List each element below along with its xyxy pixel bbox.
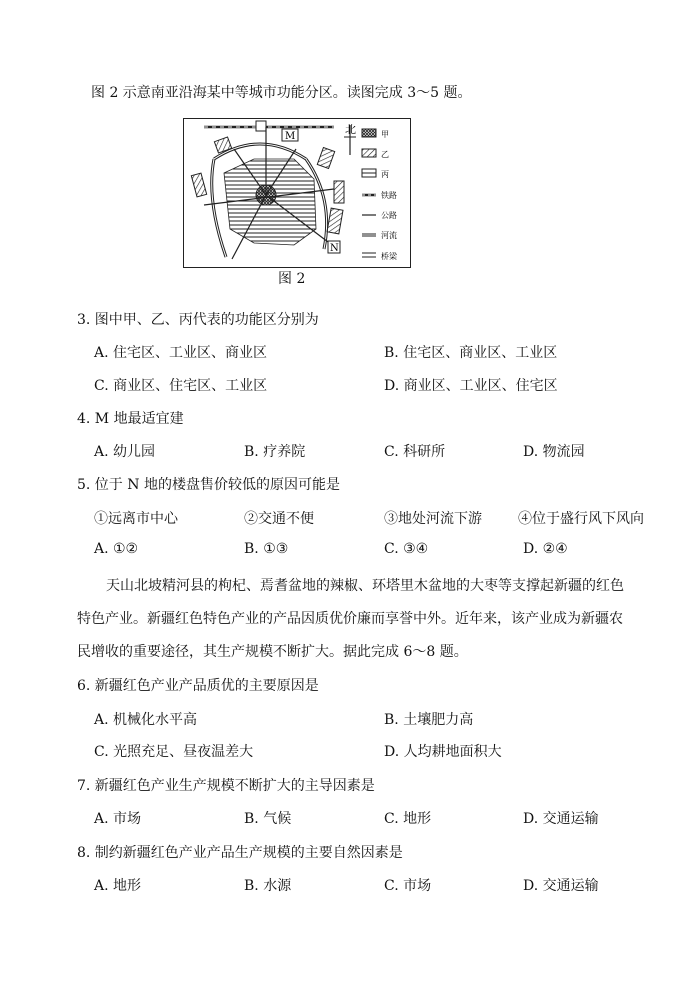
legend-bing: 丙 bbox=[381, 170, 389, 179]
q6-stem: 6. 新疆红色产业产品质优的主要原因是 bbox=[77, 678, 319, 694]
q6-option-a[interactable]: A. 机械化水平高 bbox=[94, 712, 198, 728]
q8-stem: 8. 制约新疆红色产业产品生产规模的主要自然因素是 bbox=[77, 845, 403, 861]
q5-statement-1: ①远离市中心 bbox=[94, 511, 178, 527]
passage-line-3: 民增收的重要途径，其生产规模不断扩大。据此完成 6～8 题。 bbox=[77, 644, 468, 660]
q4-option-c[interactable]: C. 科研所 bbox=[384, 444, 446, 460]
q4-option-d[interactable]: D. 物流园 bbox=[523, 444, 585, 460]
q6-option-b[interactable]: B. 土壤肥力高 bbox=[384, 712, 474, 728]
q7-option-c[interactable]: C. 地形 bbox=[384, 811, 432, 827]
q7-option-b[interactable]: B. 气候 bbox=[244, 811, 292, 827]
q5-option-a[interactable]: A. ①② bbox=[94, 541, 139, 557]
q7-option-d[interactable]: D. 交通运输 bbox=[523, 811, 599, 827]
legend-bridge: 桥梁 bbox=[381, 252, 397, 261]
q5-statement-4: ④位于盛行风下风向 bbox=[518, 511, 644, 527]
intro-text: 图 2 示意南亚沿海某中等城市功能分区。读图完成 3～5 题。 bbox=[91, 85, 472, 101]
passage-line-2: 特色产业。新疆红色特色产业的产品因质优价廉而享誉中外。近年来，该产业成为新疆农 bbox=[77, 611, 623, 627]
q3-option-c[interactable]: C. 商业区、住宅区、工业区 bbox=[94, 378, 268, 394]
q7-stem: 7. 新疆红色产业生产规模不断扩大的主导因素是 bbox=[77, 778, 375, 794]
legend-jia: 甲 bbox=[381, 130, 389, 139]
q5-statement-3: ③地处河流下游 bbox=[384, 511, 482, 527]
q8-option-d[interactable]: D. 交通运输 bbox=[523, 878, 599, 894]
q7-option-a[interactable]: A. 市场 bbox=[94, 811, 142, 827]
q3-option-d[interactable]: D. 商业区、工业区、住宅区 bbox=[384, 378, 558, 394]
q3-option-b[interactable]: B. 住宅区、商业区、工业区 bbox=[384, 345, 558, 361]
legend-road: 公路 bbox=[381, 211, 397, 220]
q3-option-a[interactable]: A. 住宅区、工业区、商业区 bbox=[94, 345, 268, 361]
q8-option-c[interactable]: C. 市场 bbox=[384, 878, 432, 894]
q8-option-a[interactable]: A. 地形 bbox=[94, 878, 142, 894]
q8-option-b[interactable]: B. 水源 bbox=[244, 878, 292, 894]
figure-caption: 图 2 bbox=[278, 271, 306, 287]
legend bbox=[362, 129, 398, 261]
legend-railway: 铁路 bbox=[381, 191, 397, 200]
north-label: 北 bbox=[345, 123, 356, 136]
passage-line-1: 天山北坡精河县的枸杞、焉耆盆地的辣椒、环塔里木盆地的大枣等支撑起新疆的红色 bbox=[106, 578, 624, 594]
q5-stem: 5. 位于 N 地的楼盘售价较低的原因可能是 bbox=[77, 477, 340, 493]
map-svg bbox=[184, 119, 410, 267]
q6-option-c[interactable]: C. 光照充足、昼夜温差大 bbox=[94, 744, 254, 760]
legend-river: 河流 bbox=[381, 231, 397, 240]
q5-option-c[interactable]: C. ③④ bbox=[384, 541, 429, 557]
legend-yi: 乙 bbox=[381, 150, 389, 159]
q5-option-b[interactable]: B. ①③ bbox=[244, 541, 289, 557]
q5-option-d[interactable]: D. ②④ bbox=[523, 541, 568, 557]
city-zoning-map bbox=[183, 118, 411, 268]
q4-option-a[interactable]: A. 幼儿园 bbox=[94, 444, 156, 460]
q4-option-b[interactable]: B. 疗养院 bbox=[244, 444, 306, 460]
q4-stem: 4. M 地最适宜建 bbox=[77, 411, 184, 427]
point-n-label: N bbox=[330, 243, 339, 254]
point-m-label: M bbox=[285, 131, 296, 142]
q5-statement-2: ②交通不便 bbox=[244, 511, 314, 527]
q3-stem: 3. 图中甲、乙、丙代表的功能区分别为 bbox=[77, 312, 319, 328]
q6-option-d[interactable]: D. 人均耕地面积大 bbox=[384, 744, 502, 760]
